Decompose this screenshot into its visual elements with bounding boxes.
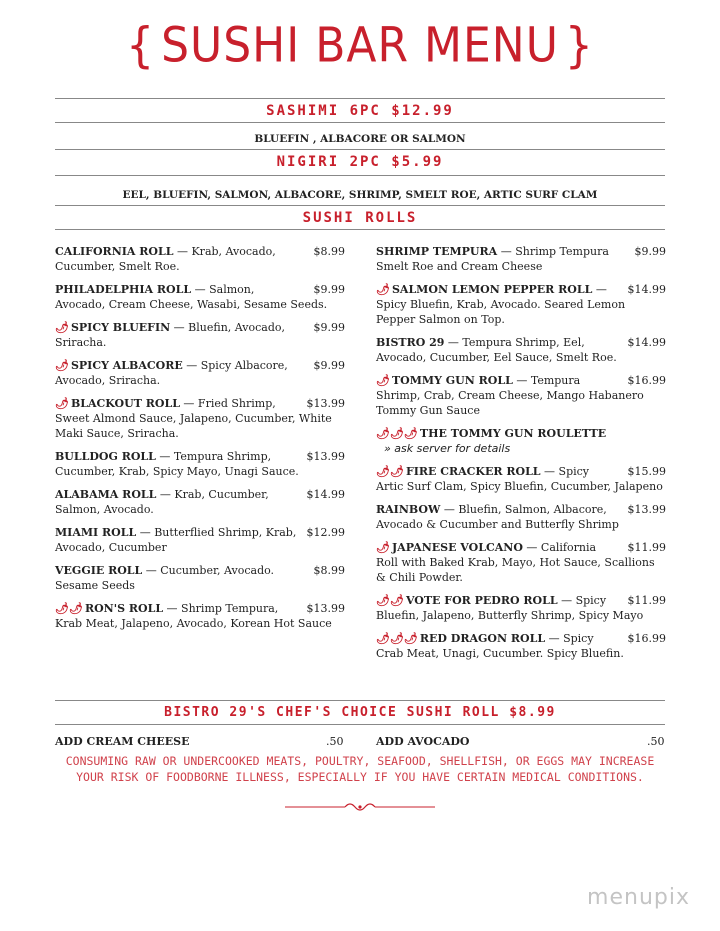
menu-item [55,487,345,517]
menu-item-description: — Spicy Artic Surf Clam, Spicy Bluefin, Cucumber, Jalapeno [376,465,663,493]
menu-item-price: $16.99 [627,374,666,387]
chili-pepper-icon: 🌶 [376,283,390,296]
chili-pepper-icon: 🌶 [55,359,69,372]
menu-item-name: BISTRO 29 [376,336,445,349]
nigiri-options: EEL, BLUEFIN, SALMON, ALBACORE, SHRIMP, SMELT ROE, ARTIC SURF CLAM [122,189,598,201]
menu-item-price: $9.99 [313,359,345,372]
menu-item-description: — Krab, Cucumber, Salmon, Avocado. [55,488,269,516]
menu-item [376,373,666,418]
menu-item-name: RED DRAGON ROLL [419,632,546,645]
menu-item-name: SPICY BLUEFIN [70,321,171,334]
menu-item-name: ALABAMA ROLL [55,488,157,501]
menu-item-price: $13.99 [306,397,345,410]
menu-item-price: $8.99 [313,245,345,258]
menu-item-description: — California Roll with Baked Krab, Mayo, Hot Sauce, Scallions & Chili Powder. [376,541,655,584]
sashimi-heading: SASHIMI 6PC $12.99 [266,103,454,119]
menu-item-text [376,502,666,532]
menu-item-text [376,282,666,327]
menu-item [55,358,345,388]
title-brace-close: } [564,17,594,74]
menu-item-price: $16.99 [627,632,666,645]
menu-item-text [376,464,666,494]
chili-pepper-icon: 🌶🌶 [376,594,404,607]
menu-item-text [55,244,345,274]
menu-item-name: CALIFORNIA ROLL [55,245,174,258]
menu-item-price: $13.99 [627,503,666,516]
divider [55,149,665,150]
menu-item-price: $9.99 [313,283,345,296]
menu-item [376,426,666,456]
menu-item-price: $9.99 [313,321,345,334]
chefs-choice-heading: BISTRO 29'S CHEF'S CHOICE SUSHI ROLL $8.99 [164,705,556,720]
menu-item-name: RON'S ROLL [84,602,164,615]
menu-item [55,563,345,593]
divider [55,205,665,206]
menu-item-description: — Fried Shrimp, Sweet Almond Sauce, Jalapeno, Cucumber, White Maki Sauce, Sriracha. [55,397,332,440]
menu-item [55,396,345,441]
menu-item-text [376,373,666,418]
title-brace-open: { [126,17,156,74]
menu-item-price: $8.99 [313,564,345,577]
menu-item-text [55,358,345,388]
menu-item-name: SHRIMP TEMPURA [376,245,498,258]
menu-item-name: PHILADELPHIA ROLL [55,283,192,296]
menu-item [376,540,666,585]
divider [55,175,665,176]
menu-item-text [55,601,345,631]
sushi-rolls-heading: SUSHI ROLLS [302,210,418,226]
addon-avocado-label: ADD AVOCADO [376,735,470,748]
menu-item-text [55,525,345,555]
menu-item-name: SALMON LEMON PEPPER ROLL [391,283,593,296]
menu-item-description: — Tempura Shrimp, Eel, Avocado, Cucumber, Eel Sauce, Smelt Roe. [376,336,617,364]
menu-item-description: — Tempura Shrimp, Cucumber, Krab, Spicy Mayo, Unagi Sauce. [55,450,299,478]
menu-title [0,17,720,73]
sashimi-options: BLUEFIN , ALBACORE OR SALMON [254,133,466,145]
menu-item-text [376,593,666,623]
menu-item-text [376,631,666,661]
menu-item-name: RAINBOW [376,503,441,516]
chili-pepper-icon: 🌶🌶 [55,602,83,615]
menu-item [55,601,345,631]
menu-item-text [376,244,666,274]
menu-item-price: $9.99 [634,245,666,258]
menu-item [55,449,345,479]
divider [55,700,665,701]
menu-item [55,320,345,350]
menu-item [55,525,345,555]
menu-item-name: BULLDOG ROLL [55,450,156,463]
menu-item [376,335,666,365]
menu-item-text [376,540,666,585]
menu-item-description: — Bluefin, Salmon, Albacore, Avocado & Cucumber and Butterfly Shrimp [376,503,619,531]
menu-item-price: $11.99 [627,594,666,607]
chili-pepper-icon: 🌶 [376,541,390,554]
menu-item [55,282,345,312]
menu-item-description: — Salmon, Avocado, Cream Cheese, Wasabi, Sesame Seeds. [55,283,328,311]
menu-item-text [55,563,345,593]
menu-item [376,631,666,661]
rolls-left-column [55,244,345,639]
menu-item-name: JAPANESE VOLCANO [391,541,523,554]
menu-item-text [376,335,666,365]
menu-item-description: — Krab, Avocado, Cucumber, Smelt Roe. [55,245,276,273]
menu-item-text [55,487,345,517]
chili-pepper-icon: 🌶🌶 [376,465,404,478]
divider [55,724,665,725]
chili-pepper-icon: 🌶🌶🌶 [376,632,418,645]
menu-item-name: VOTE FOR PEDRO ROLL [405,594,558,607]
foodborne-warning: CONSUMING RAW OR UNDERCOOKED MEATS, POULTRY, SEAFOOD, SHELLFISH, OR EGGS MAY INCREASE YOUR RISK OF FOODBORNE ILLNESS, ESPECIALLY IF YOU HAVE CERTAIN MEDICAL CONDITIONS. [65,754,655,784]
menu-item-price: $14.99 [306,488,345,501]
title-text: SUSHI BAR MENU [161,17,559,74]
menu-item-price: $11.99 [627,541,666,554]
menupix-watermark: menupix [587,885,690,910]
menu-item-price: $14.99 [627,336,666,349]
chili-pepper-icon: 🌶 [55,397,69,410]
menu-item [376,282,666,327]
chili-pepper-icon: 🌶 [376,374,390,387]
menu-item-description: — Spicy Albacore, Avocado, Sriracha. [55,359,288,387]
menu-item-description: — Spicy Crab Meat, Unagi, Cucumber. Spicy Bluefin. [376,632,624,660]
menu-item-description: — Spicy Bluefin, Jalapeno, Butterfly Shrimp, Spicy Mayo [376,594,644,622]
addon-avocado-price: .50 [647,735,665,748]
menu-item-price: $15.99 [627,465,666,478]
menu-item-price: $12.99 [306,526,345,539]
menu-item-description: — Cucumber, Avocado. Sesame Seeds [55,564,275,592]
menu-item-description: — Tempura Shrimp, Crab, Cream Cheese, Mango Habanero Tommy Gun Sauce [376,374,644,417]
divider [55,98,665,99]
menu-item-note: » ask server for details [384,442,511,455]
menu-item-name: SPICY ALBACORE [70,359,183,372]
menu-item-name: FIRE CRACKER ROLL [405,465,541,478]
menu-item-description: — Shrimp Tempura, Krab Meat, Jalapeno, Avocado, Korean Hot Sauce [55,602,332,630]
menu-item [376,244,666,274]
menu-item-description: — Spicy Bluefin, Krab, Avocado. Seared Lemon Pepper Salmon on Top. [376,283,626,326]
menu-item-description: — Shrimp Tempura Smelt Roe and Cream Cheese [376,245,609,273]
menu-item-description: — Butterflied Shrimp, Krab, Avocado, Cucumber [55,526,297,554]
menu-item-name: THE TOMMY GUN ROULETTE [419,427,607,440]
menu-item-price: $13.99 [306,450,345,463]
menu-item-name: TOMMY GUN ROLL [391,374,513,387]
menu-item-text [376,426,666,441]
nigiri-heading: NIGIRI 2PC $5.99 [276,154,444,170]
menu-item [55,244,345,274]
menu-item-price: $13.99 [306,602,345,615]
menu-item-name: VEGGIE ROLL [55,564,143,577]
addon-cream-cheese-price: .50 [326,735,344,748]
menu-item-description: — Bluefin, Avocado, Sriracha. [55,321,286,349]
menu-item [376,593,666,623]
menu-item-name: MIAMI ROLL [55,526,137,539]
rolls-right-column [376,244,666,669]
menu-item-text [55,396,345,441]
chili-pepper-icon: 🌶 [55,321,69,334]
menu-item-text [55,320,345,350]
divider [55,229,665,230]
addon-cream-cheese-label: ADD CREAM CHEESE [55,735,190,748]
flourish-ornament [285,800,435,814]
menu-item [376,502,666,532]
menu-item-text [55,449,345,479]
chili-pepper-icon: 🌶🌶🌶 [376,427,418,440]
divider [55,122,665,123]
menu-item-price: $14.99 [627,283,666,296]
menu-item [376,464,666,494]
menu-item-text [55,282,345,312]
menu-item-name: BLACKOUT ROLL [70,397,180,410]
